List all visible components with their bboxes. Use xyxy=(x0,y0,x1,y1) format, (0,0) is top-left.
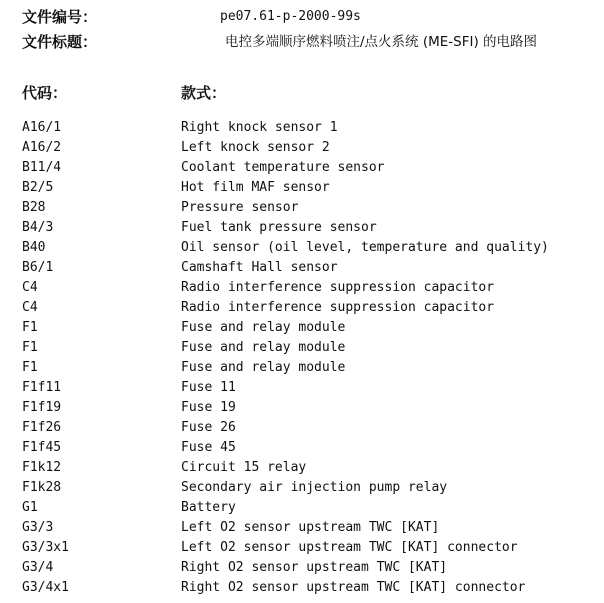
description-cell: Pressure sensor xyxy=(181,200,299,215)
description-cell: Battery xyxy=(181,500,236,515)
code-cell: F1f11 xyxy=(22,380,62,395)
description-cell: Fuse and relay module xyxy=(181,340,346,355)
code-cell: B2/5 xyxy=(22,180,54,195)
description-cell: Fuse 26 xyxy=(181,420,236,435)
description-cell: Camshaft Hall sensor xyxy=(181,260,338,275)
code-column-header: 代码： xyxy=(22,84,68,102)
code-cell: A16/1 xyxy=(22,120,62,135)
code-cell: G1 xyxy=(22,500,38,515)
description-cell: Coolant temperature sensor xyxy=(181,160,385,175)
document-number-label: 文件编号： xyxy=(22,8,98,26)
code-cell: F1 xyxy=(22,360,38,375)
description-cell: Circuit 15 relay xyxy=(181,460,307,475)
description-cell: Right knock sensor 1 xyxy=(181,120,338,135)
description-cell: Oil sensor (oil level, temperature and quality) xyxy=(181,240,549,255)
description-cell: Fuse and relay module xyxy=(181,360,346,375)
table-row xyxy=(22,578,604,598)
table-row xyxy=(22,338,604,358)
description-cell: Right O2 sensor upstream TWC [KAT] xyxy=(181,560,448,575)
table-row xyxy=(22,558,604,578)
description-cell: Fuse 19 xyxy=(181,400,236,415)
table-row xyxy=(22,238,604,258)
table-row xyxy=(22,498,604,518)
table-row xyxy=(22,318,604,338)
code-cell: B4/3 xyxy=(22,220,54,235)
description-cell: Secondary air injection pump relay xyxy=(181,480,448,495)
code-cell: B28 xyxy=(22,200,46,215)
description-cell: Radio interference suppression capacitor xyxy=(181,300,495,315)
table-row xyxy=(22,358,604,378)
table-row xyxy=(22,418,604,438)
code-cell: F1 xyxy=(22,320,38,335)
description-cell: Fuse and relay module xyxy=(181,320,346,335)
table-row xyxy=(22,158,604,178)
table-row xyxy=(22,478,604,498)
document-title-row xyxy=(22,32,604,52)
code-cell: F1k12 xyxy=(22,460,62,475)
table-row xyxy=(22,458,604,478)
code-cell: G3/3x1 xyxy=(22,540,69,555)
code-cell: F1 xyxy=(22,340,38,355)
table-row xyxy=(22,278,604,298)
description-cell: Right O2 sensor upstream TWC [KAT] connector xyxy=(181,580,526,595)
document-title-value: 电控多端顺序燃料喷注/点火系统 (ME-SFI) 的电路图 xyxy=(225,34,538,50)
description-cell: Radio interference suppression capacitor xyxy=(181,280,495,295)
table-row xyxy=(22,218,604,238)
style-column-header: 款式： xyxy=(181,84,227,102)
code-cell: C4 xyxy=(22,280,38,295)
table-row xyxy=(22,438,604,458)
table-row xyxy=(22,258,604,278)
code-table xyxy=(22,118,604,598)
description-cell: Left O2 sensor upstream TWC [KAT] connector xyxy=(181,540,518,555)
description-cell: Left O2 sensor upstream TWC [KAT] xyxy=(181,520,440,535)
code-cell: F1f26 xyxy=(22,420,62,435)
table-row xyxy=(22,118,604,138)
description-cell: Fuel tank pressure sensor xyxy=(181,220,377,235)
code-cell: G3/4 xyxy=(22,560,54,575)
table-row xyxy=(22,378,604,398)
table-row xyxy=(22,138,604,158)
table-row xyxy=(22,198,604,218)
description-cell: Hot film MAF sensor xyxy=(181,180,330,195)
table-row xyxy=(22,298,604,318)
description-cell: Left knock sensor 2 xyxy=(181,140,330,155)
code-cell: F1k28 xyxy=(22,480,62,495)
code-cell: B6/1 xyxy=(22,260,54,275)
code-cell: F1f45 xyxy=(22,440,62,455)
document-number-value: pe07.61-p-2000-99s xyxy=(220,9,361,24)
code-cell: A16/2 xyxy=(22,140,62,155)
code-cell: C4 xyxy=(22,300,38,315)
code-cell: G3/3 xyxy=(22,520,54,535)
code-cell: F1f19 xyxy=(22,400,62,415)
document-title-label: 文件标题： xyxy=(22,33,98,51)
code-cell: G3/4x1 xyxy=(22,580,69,595)
table-row xyxy=(22,398,604,418)
column-headers xyxy=(22,82,602,104)
table-row xyxy=(22,518,604,538)
document-number-row xyxy=(22,7,604,27)
code-cell: B40 xyxy=(22,240,46,255)
description-cell: Fuse 45 xyxy=(181,440,236,455)
code-cell: B11/4 xyxy=(22,160,62,175)
description-cell: Fuse 11 xyxy=(181,380,236,395)
table-row xyxy=(22,178,604,198)
table-row xyxy=(22,538,604,558)
